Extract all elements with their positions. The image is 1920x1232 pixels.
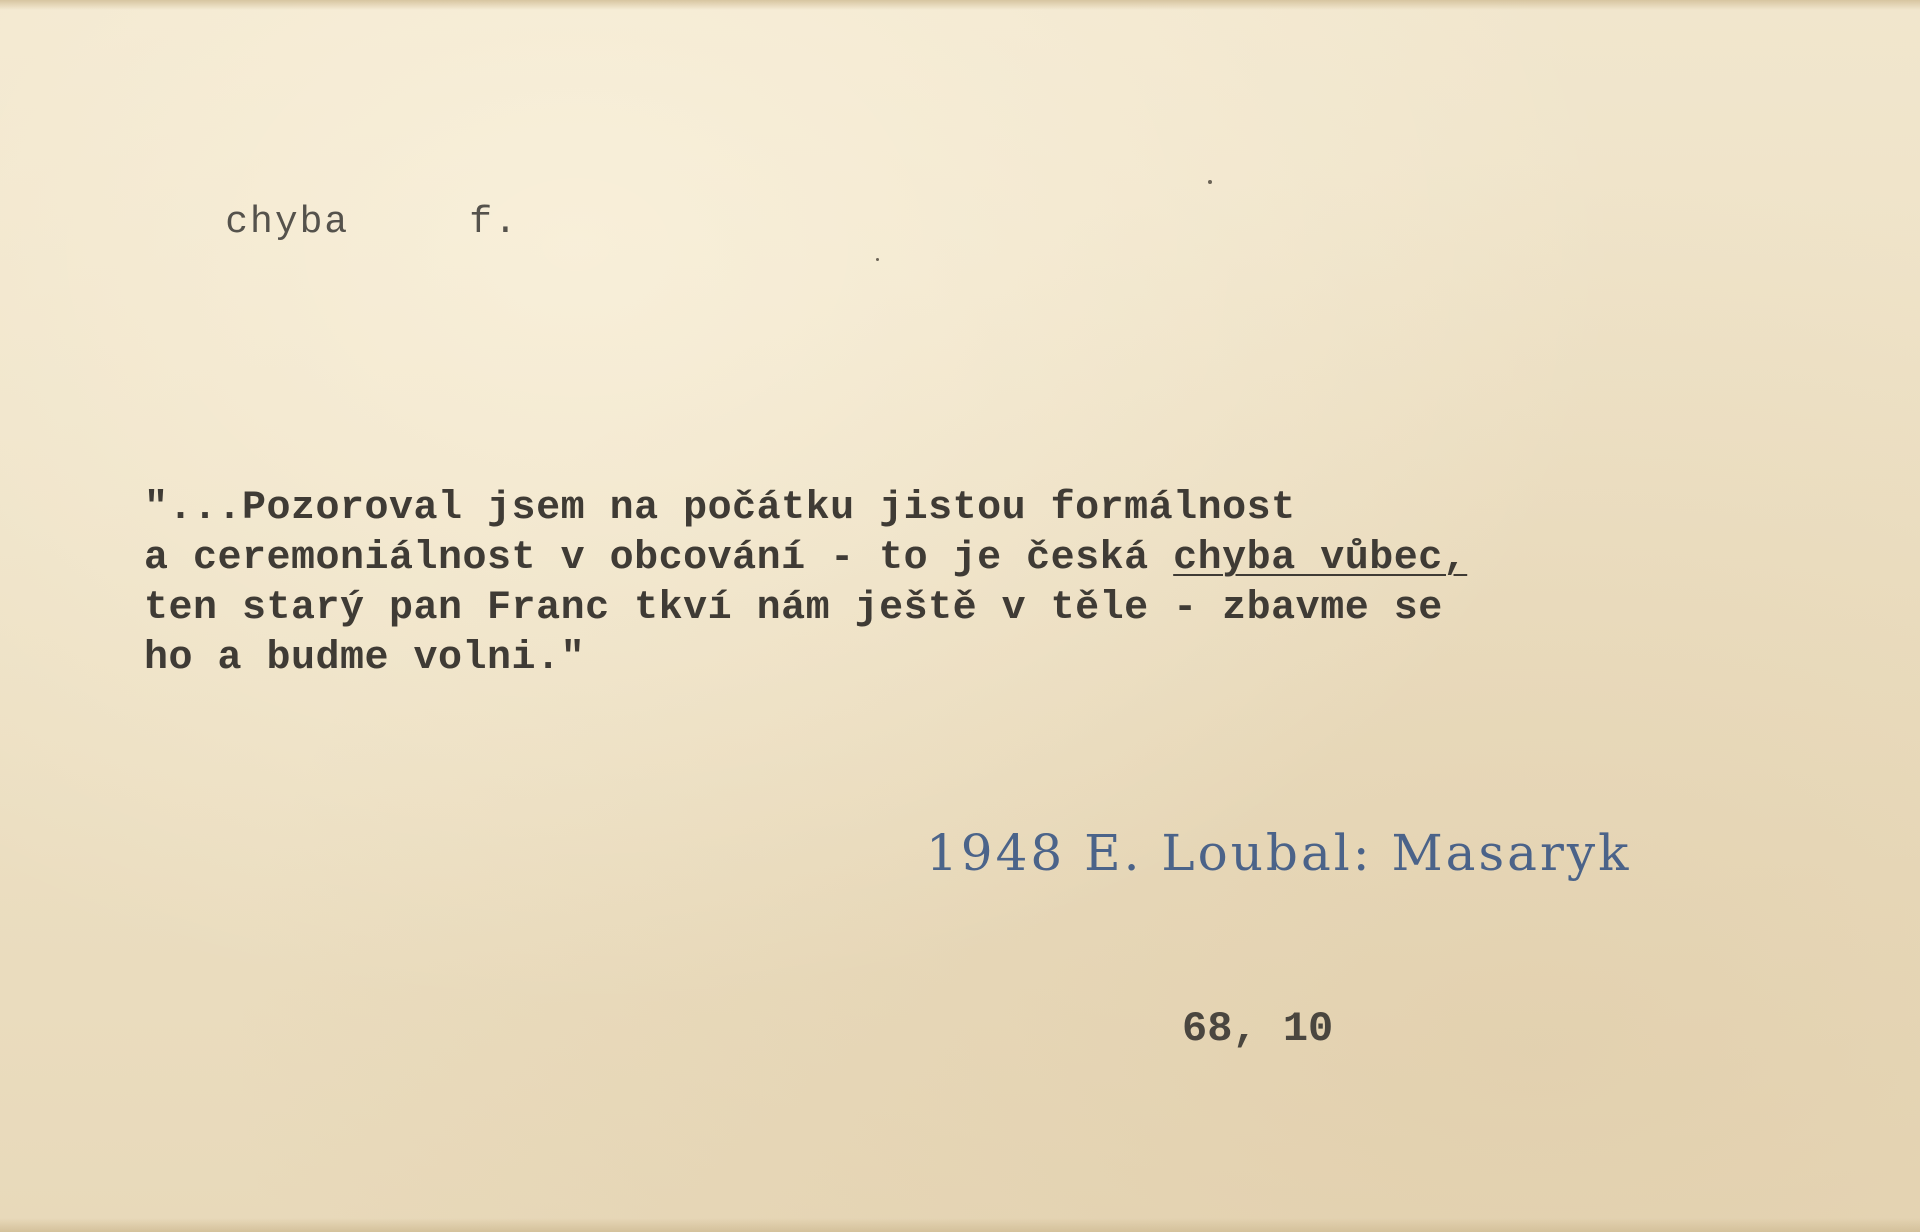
ink-speck [876, 258, 879, 261]
quote-line-start: a ceremoniálnost v obcování - to je česká [144, 536, 1174, 581]
quote-underlined-word: chyba vůbec, [1173, 536, 1468, 581]
quote-line [144, 534, 1467, 584]
ink-speck [1208, 180, 1212, 184]
quote-line: ten starý pan Franc tkví nám ještě v těle - zbavme se [144, 586, 1443, 631]
headword: chyba [225, 201, 350, 244]
quote-line: "...Pozoroval jsem na počátku jistou formálnost [144, 486, 1296, 531]
headword-row [126, 158, 519, 287]
gender-label: f. [469, 201, 519, 244]
card-top-edge [0, 0, 1920, 10]
quote-text [144, 484, 1467, 684]
page-reference: 68, 10 [1182, 1005, 1334, 1053]
quote-line: ho a budme volni." [144, 636, 586, 681]
source-stamp: 1948 E. Loubal: Masaryk [926, 824, 1632, 882]
card-bottom-edge [0, 1218, 1920, 1232]
